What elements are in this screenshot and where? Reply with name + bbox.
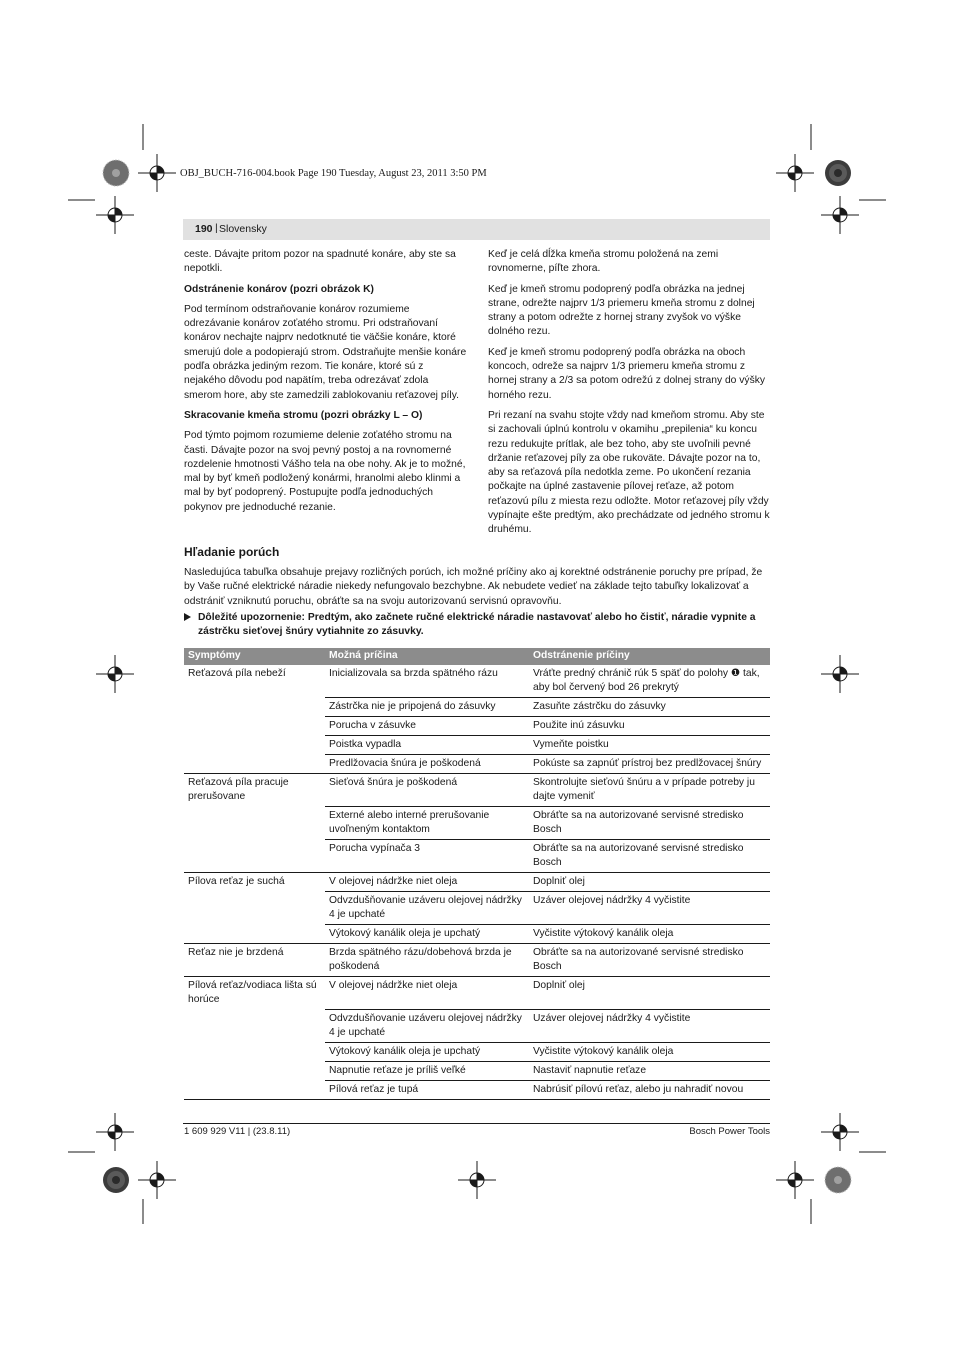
remedy-cell: Vymeňte poistku	[529, 736, 770, 755]
section-heading-branch-removal: Odstránenie konárov (pozri obrázok K)	[184, 283, 374, 295]
cause-cell: Napnutie reťaze je príliš veľké	[325, 1061, 529, 1080]
symptom-cell: Reťazová píla nebeží	[188, 668, 286, 679]
column-header-symptoms: Symptómy	[184, 648, 325, 665]
column-header-remedy: Odstránenie príčiny	[529, 648, 770, 665]
cause-cell: Inicializovala sa brzda spätného rázu	[325, 665, 529, 698]
cause-cell: Pílová reťaz je tupá	[325, 1080, 529, 1099]
remedy-cell: Obráťte sa na autorizované servisné stredisko Bosch	[529, 840, 770, 873]
header-language: Slovensky	[219, 223, 267, 235]
remedy-cell: Uzáver olejovej nádržky 4 vyčistite	[529, 1009, 770, 1042]
right-paragraph-4: Pri rezaní na svahu stojte vždy nad kmeňom stromu. Aby ste si zachovali úplnú kontrolu v okamihu „prepilenia“ ku koncu rezu redukujte prítlak, ale bez toho, aby ste uvoľnili pevné držanie reťazovej píly za obe rukoväte. Dávajte pozor na to, aby sa reťazová píla nedotkla zeme. Po ukončení rezania počkajte na úplné zastavenie pílovej reťaze, až potom reťazovú pílu z miesta rezu odložte. Motor reťazovej píly vždy vypínajte ešte predtým, ako prechádzate od jedného stromu k druhému.	[488, 409, 770, 536]
cause-cell: Poistka vypadla	[325, 736, 529, 755]
footer-doc-number: 1 609 929 V11 | (23.8.11)	[184, 1126, 291, 1137]
cause-cell: Predlžovacia šnúra je poškodená	[325, 755, 529, 774]
cause-cell: V olejovej nádržke niet oleja	[325, 977, 529, 1010]
remedy-cell: Obráťte sa na autorizované servisné stredisko Bosch	[529, 944, 770, 977]
remedy-cell: Vráťte predný chránič rúk 5 späť do polohy ❶ tak, aby bol červený bod 26 prekrytý	[529, 665, 770, 698]
right-paragraph-1: Keď je celá dĺžka kmeňa stromu položená na zemi rovnomerne, píľte zhora.	[488, 249, 719, 275]
cause-cell: Výtokový kanálik oleja je upchatý	[325, 925, 529, 944]
column-header-cause: Možná príčina	[325, 648, 529, 665]
remedy-cell: Doplniť olej	[529, 977, 770, 1010]
print-info-line: OBJ_BUCH-716-004.book Page 190 Tuesday, August 23, 2011 3:50 PM	[180, 168, 487, 179]
safety-warning-text: Dôležité upozornenie: Predtým, ako začnete ručné elektrické náradie nastavovať alebo ho čistiť, náradie vypnite a zástrčku sieťovej šnúry vytiahnite zo zásuvky.	[198, 612, 756, 638]
remedy-cell: Vyčistite výtokový kanálik oleja	[529, 1042, 770, 1061]
symptom-cell: Reťaz nie je brzdená	[184, 944, 325, 977]
symptom-cell: Pílová reťaz/vodiaca lišta sú horúce	[188, 980, 317, 1005]
left-paragraph-2: Pod termínom odstraňovanie konárov rozumieme odrezávanie konárov zoťatého stromu. Pri odstraňovaní konárov nechajte najprv nedotknuté tie väčšie konáre, ktoré smerujú dole a podopierajú strom. Odstraňujte menšie konáre podľa obrázka jediným rezom. Tie konáre, ktoré sú z nejakého dôvodu pod napätím, treba odrezávať zdola smerom hore, aby ste zamedzili zablokovaniu reťazovej píly.	[184, 303, 467, 401]
cause-cell: Odvzdušňovanie uzáveru olejovej nádržky 4 je upchaté	[325, 1009, 529, 1042]
remedy-cell: Zasuňte zástrčku do zásuvky	[529, 698, 770, 717]
footer-brand: Bosch Power Tools	[689, 1126, 770, 1137]
remedy-cell: Vyčistite výtokový kanálik oleja	[529, 925, 770, 944]
cause-cell: V olejovej nádržke niet oleja	[325, 873, 529, 892]
cause-cell: Sieťová šnúra je poškodená	[325, 774, 529, 807]
troubleshooting-intro: Nasledujúca tabuľka obsahuje prejavy rozličných porúch, ich možné príčiny ako aj korektné odstránenie poruchy pre prípad, že by Vaše ručné elektrické náradie niekedy nefungovalo bezchybne. Ak nebudete vedieť na základe tejto tabuľky lokalizovať a odstrániť vzniknutú poruchu, obráťte sa na svoju autorizovanú servisnú opravovňu.	[184, 567, 763, 607]
header-separator: |	[215, 222, 218, 234]
remedy-cell: Použite inú zásuvku	[529, 717, 770, 736]
remedy-cell: Nastaviť napnutie reťaze	[529, 1061, 770, 1080]
remedy-cell: Uzáver olejovej nádržky 4 vyčistite	[529, 892, 770, 925]
remedy-cell: Skontrolujte sieťovú šnúru a v prípade potreby ju dajte vymeniť	[529, 774, 770, 807]
cause-cell: Brzda spätného rázu/dobehová brzda je poškodená	[325, 944, 529, 977]
cause-cell: Zástrčka nie je pripojená do zásuvky	[325, 698, 529, 717]
remedy-cell: Obráťte sa na autorizované servisné stredisko Bosch	[529, 807, 770, 840]
symptom-cell: Reťazová píla pracuje prerušovane	[188, 777, 289, 802]
right-paragraph-2: Keď je kmeň stromu podoprený podľa obrázka na jednej strane, odrežte najprv 1/3 priemeru kmeňa stromu z dolnej strany a potom odrežte z hornej strany zvyšok vo výške dolného rezu.	[488, 283, 755, 338]
cause-cell: Externé alebo interné prerušovanie uvoľneným kontaktom	[325, 807, 529, 840]
cause-cell: Odvzdušňovanie uzáveru olejovej nádržky 4 je upchaté	[325, 892, 529, 925]
remedy-cell: Doplniť olej	[529, 873, 770, 892]
right-paragraph-3: Keď je kmeň stromu podoprený podľa obrázka na oboch koncoch, odreže sa najprv 1/3 priemeru kmeňa stromu z hornej strany a 2/3 sa potom odrežú z dolnej strany do výšky horného rezu.	[488, 346, 766, 401]
left-paragraph-1: ceste. Dávajte pritom pozor na spadnuté konáre, aby ste sa nepotkli.	[184, 249, 456, 275]
symptom-cell: Pílova reťaz je suchá	[188, 876, 285, 887]
cause-cell: Porucha vypínača 3	[325, 840, 529, 873]
section-heading-trunk-cutting: Skracovanie kmeňa stromu (pozri obrázky L – O)	[184, 409, 423, 421]
page-number: 190	[195, 223, 213, 235]
left-paragraph-3: Pod týmto pojmom rozumieme delenie zoťatého stromu na časti. Dávajte pozor na svoj pevný postoj a na rovnomerné rozdelenie hmotnosti Vášho tela na obe nohy. Ak je to možné, mal by byť kmeň podložený konármi, hranolmi alebo klinmi a mal by byť podoprený. Postupujte podľa jednoduchých pokynov pre jednoduché rezanie.	[184, 430, 466, 513]
cause-cell: Výtokový kanálik oleja je upchatý	[325, 1042, 529, 1061]
cause-cell: Porucha v zásuvke	[325, 717, 529, 736]
troubleshooting-title: Hľadanie porúch	[184, 545, 280, 559]
remedy-cell: Nabrúsiť pílovú reťaz, alebo ju nahradiť novou	[529, 1080, 770, 1099]
remedy-cell: Pokúste sa zapnúť prístroj bez predlžovacej šnúry	[529, 755, 770, 774]
